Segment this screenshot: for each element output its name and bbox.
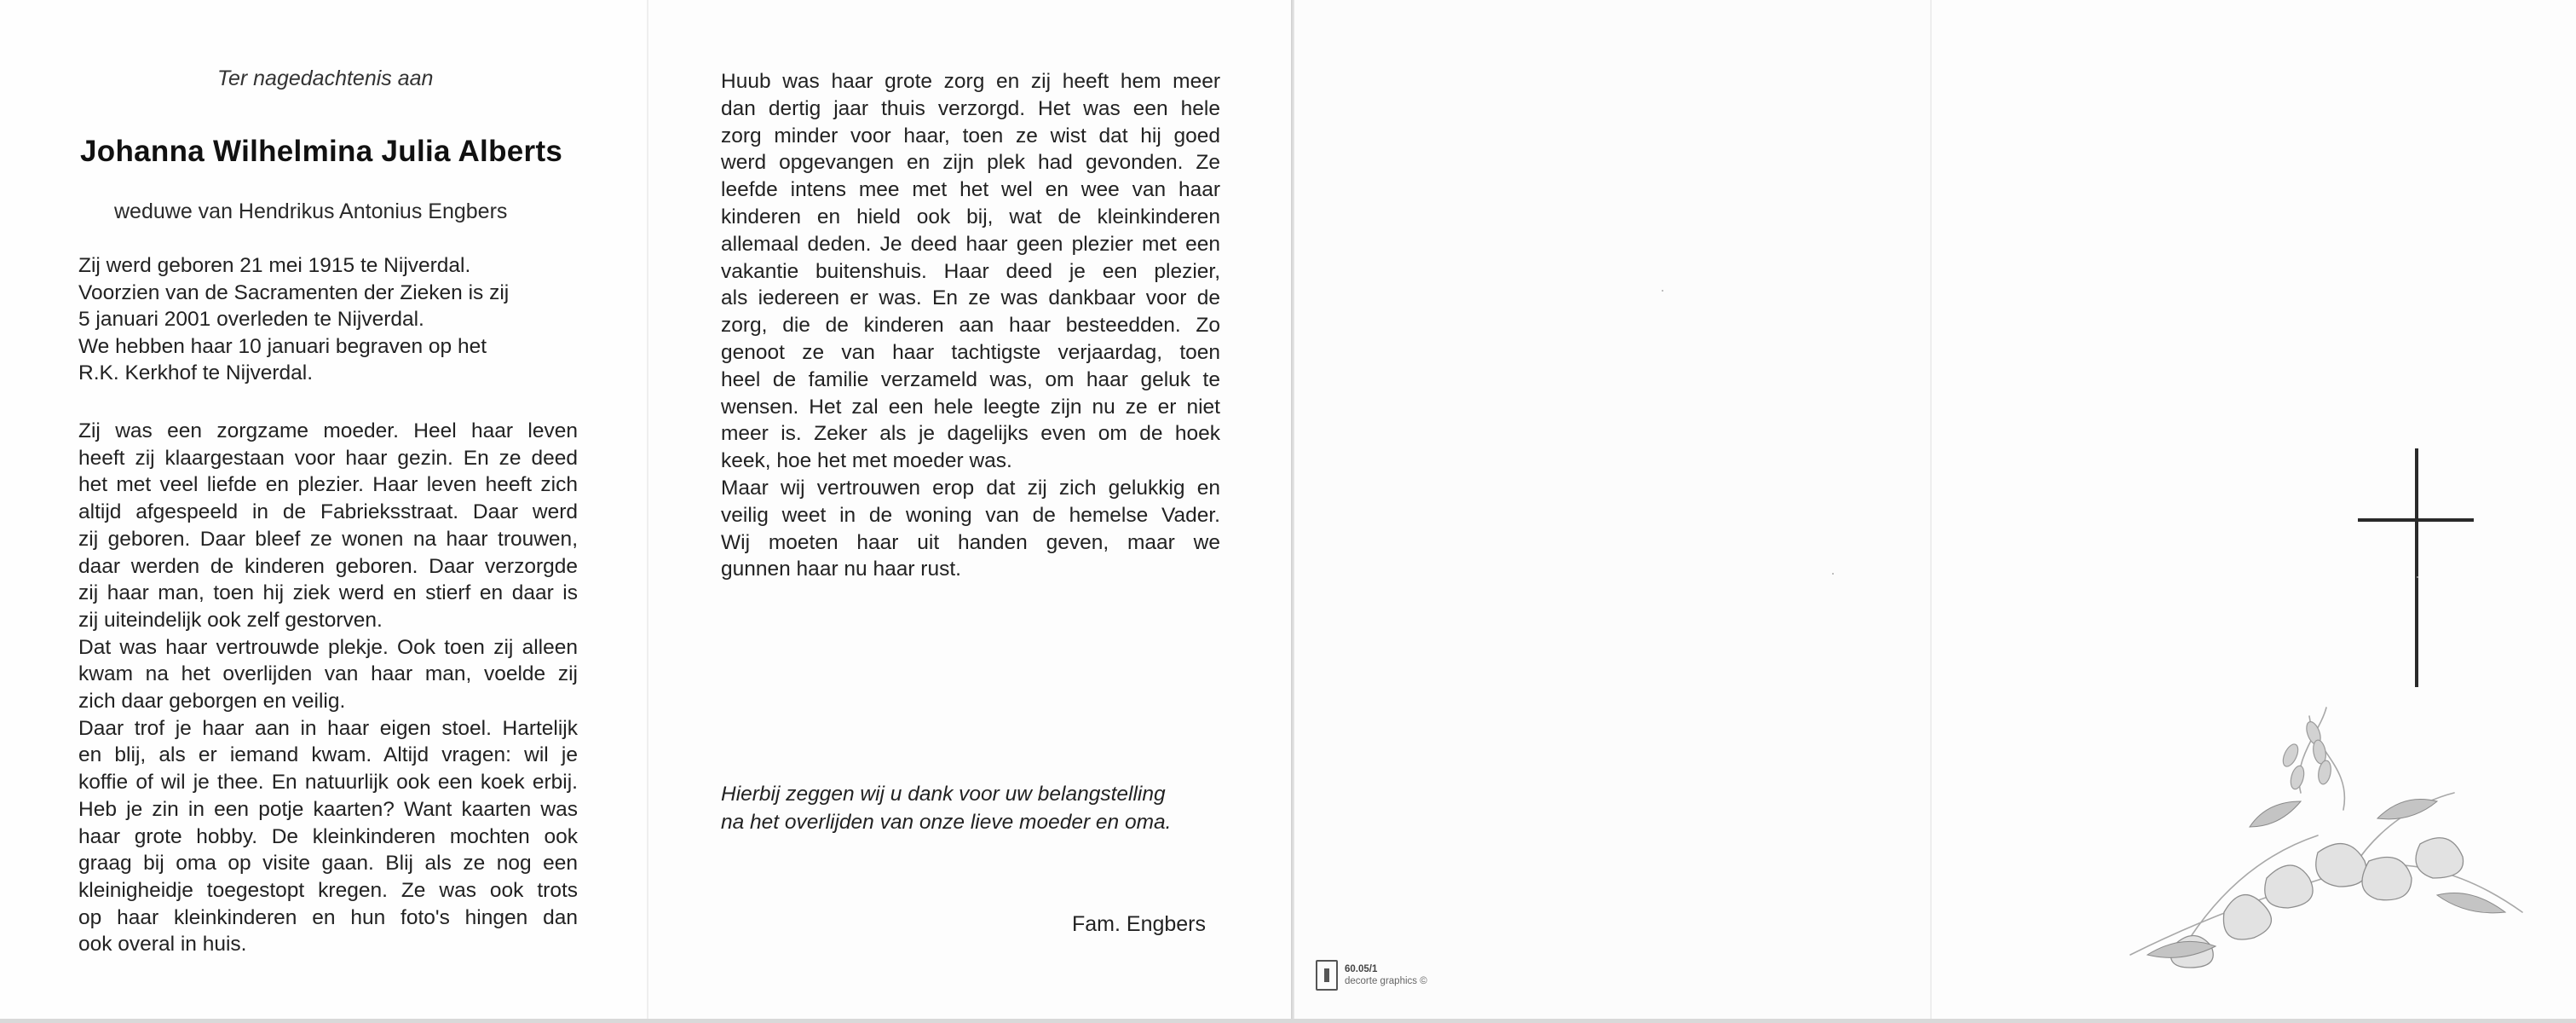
card-fold (1930, 0, 1932, 1019)
story-line: keek, hoe het met moeder was. (721, 449, 1012, 473)
story-line: Wij moeten haar uit handen geven, maar we (721, 530, 1220, 554)
story-line: zorg minder voor haar, toen ze wist dat hij goed (721, 124, 1220, 147)
story-line: vakantie buitenshuis. Haar deed je een plezier, (721, 259, 1220, 283)
paper-speck (1832, 573, 1834, 575)
cross-icon (2352, 443, 2480, 691)
story-line: kinderen en hield ook bij, wat de kleinkinderen (721, 205, 1220, 228)
leaf (2377, 800, 2437, 819)
story-line: het met veel liefde en plezier. Haar leven heeft zich (78, 473, 578, 497)
bio-line: We hebben haar 10 januari begraven op het (78, 334, 487, 358)
story-line: haar grote hobby. De kleinkinderen mochten ook (78, 824, 578, 848)
story-line: heel de familie verzameld was, om haar geluk te (721, 367, 1220, 391)
widow-of-text: weduwe van Hendrikus Antonius Engbers (114, 199, 508, 223)
leaf (2250, 801, 2301, 827)
life-story-block (78, 418, 578, 958)
story-line: Zij was een zorgzame moeder. Heel haar leven (78, 419, 578, 442)
story-line: meer is. Zeker als je dagelijks even om de hoek (721, 422, 1220, 446)
paper-speck (2417, 576, 2418, 578)
publisher-name: decorte graphics © (1345, 976, 1427, 986)
story-line: koffie of wil je thee. En natuurlijk ook een koek erbij. (78, 771, 578, 795)
story-line: wensen. Het zal een hele leegte zijn nu ze er niet (721, 395, 1220, 419)
story-line: Maar wij vertrouwen erop dat zij zich gelukkig en (721, 476, 1220, 500)
story-line: dan dertig jaar thuis verzorgd. Het was een hele (721, 96, 1220, 120)
intro-text: Ter nagedachtenis aan (217, 66, 434, 90)
thanks-line: Hierbij zeggen wij u dank voor uw belangstelling (721, 783, 1166, 806)
publisher-code: 60.05/1 (1345, 964, 1378, 974)
story-line: als iedereen er was. En ze was dankbaar voor de (721, 286, 1220, 310)
story-line: graag bij oma op visite gaan. Blij als ze nog een (78, 852, 578, 876)
story-line: leefde intens mee met het wel en wee van haar (721, 178, 1220, 202)
panel-middle-right (1292, 0, 1931, 1019)
story-line: daar werden de kinderen geboren. Daar verzorgde (78, 554, 578, 578)
bio-line: R.K. Kerkhof te Nijverdal. (78, 361, 314, 384)
story-line: kleinigheidje toegestopt kregen. Ze was ook trots (78, 878, 578, 902)
flower-petal (2223, 895, 2271, 939)
flower-petal (2362, 858, 2412, 900)
continued-story-block (721, 68, 1220, 583)
paper-speck (1662, 290, 1663, 292)
story-line: altijd afgespeeld in de Fabrieksstraat. Daar werd (78, 500, 578, 524)
story-line: zorg, die de kinderen aan haar besteedden. Zo (721, 314, 1220, 338)
family-signature: Fam. Engbers (1072, 912, 1207, 936)
story-line: zij geboren. Daar bleef ze wonen na haar trouwen, (78, 527, 578, 551)
flower-petal (2316, 844, 2366, 887)
publisher-mark (1316, 957, 1427, 993)
publisher-logo-icon (1316, 960, 1338, 991)
cross-horizontal-bar (2358, 518, 2474, 522)
story-line: Huub was haar grote zorg en zij heeft hem meer (721, 70, 1220, 93)
flower-petal (2416, 838, 2464, 878)
leaf (2437, 893, 2505, 913)
biography-block (78, 252, 578, 387)
thanks-line: na het overlijden van onze lieve moeder en oma. (721, 811, 1172, 834)
story-line: en blij, als er iemand kwam. Altijd vragen: wil je (78, 743, 578, 767)
bio-line: Zij werd geboren 21 mei 1915 te Nijverdal. (78, 254, 471, 277)
story-line: Daar trof je haar aan in haar eigen stoel. Hartelijk (78, 716, 578, 740)
card-fold (1291, 0, 1294, 1019)
story-line: ook overal in huis. (78, 933, 247, 957)
story-line: werd opgevangen en zijn plek had gevonden. Ze (721, 151, 1220, 175)
card-fold (647, 0, 648, 1019)
story-line: zij haar man, toen hij ziek werd en stierf en daar is (78, 581, 578, 605)
story-line: allemaal deden. Je deed haar geen plezier met een (721, 232, 1220, 256)
bio-line: 5 januari 2001 overleden te Nijverdal. (78, 308, 424, 331)
cross-vertical-bar (2415, 448, 2418, 687)
deceased-name: Johanna Wilhelmina Julia Alberts (80, 135, 563, 168)
wheat-grain (2280, 742, 2302, 768)
card-bottom-edge (0, 1019, 2576, 1023)
story-line: Heb je zin in een potje kaarten? Want kaarten was (78, 797, 578, 821)
story-line: Dat was haar vertrouwde plekje. Ook toen zij alleen (78, 635, 578, 659)
story-line: kwam na het overlijden van haar man, voelde zij (78, 662, 578, 686)
story-line: heeft zij klaargestaan voor haar gezin. En ze deed (78, 446, 578, 470)
story-line: gunnen haar nu haar rust. (721, 558, 961, 581)
bio-line: Voorzien van de Sacramenten der Zieken is zij (78, 280, 510, 304)
flowers-illustration (2096, 699, 2539, 980)
story-line: zich daar geborgen en veilig. (78, 690, 346, 714)
story-line: op haar kleinkinderen en hun foto's hingen dan (78, 905, 578, 929)
wheat-grain (2289, 765, 2307, 791)
story-line: zij uiteindelijk ook zelf gestorven. (78, 608, 383, 632)
thanks-message (721, 780, 1249, 836)
flower-petal (2265, 865, 2313, 908)
publisher-text (1345, 963, 1427, 987)
story-line: genoot ze van haar tachtigste verjaardag, toen (721, 340, 1220, 364)
story-line: veilig weet in de woning van de hemelse Vader. (721, 503, 1220, 527)
